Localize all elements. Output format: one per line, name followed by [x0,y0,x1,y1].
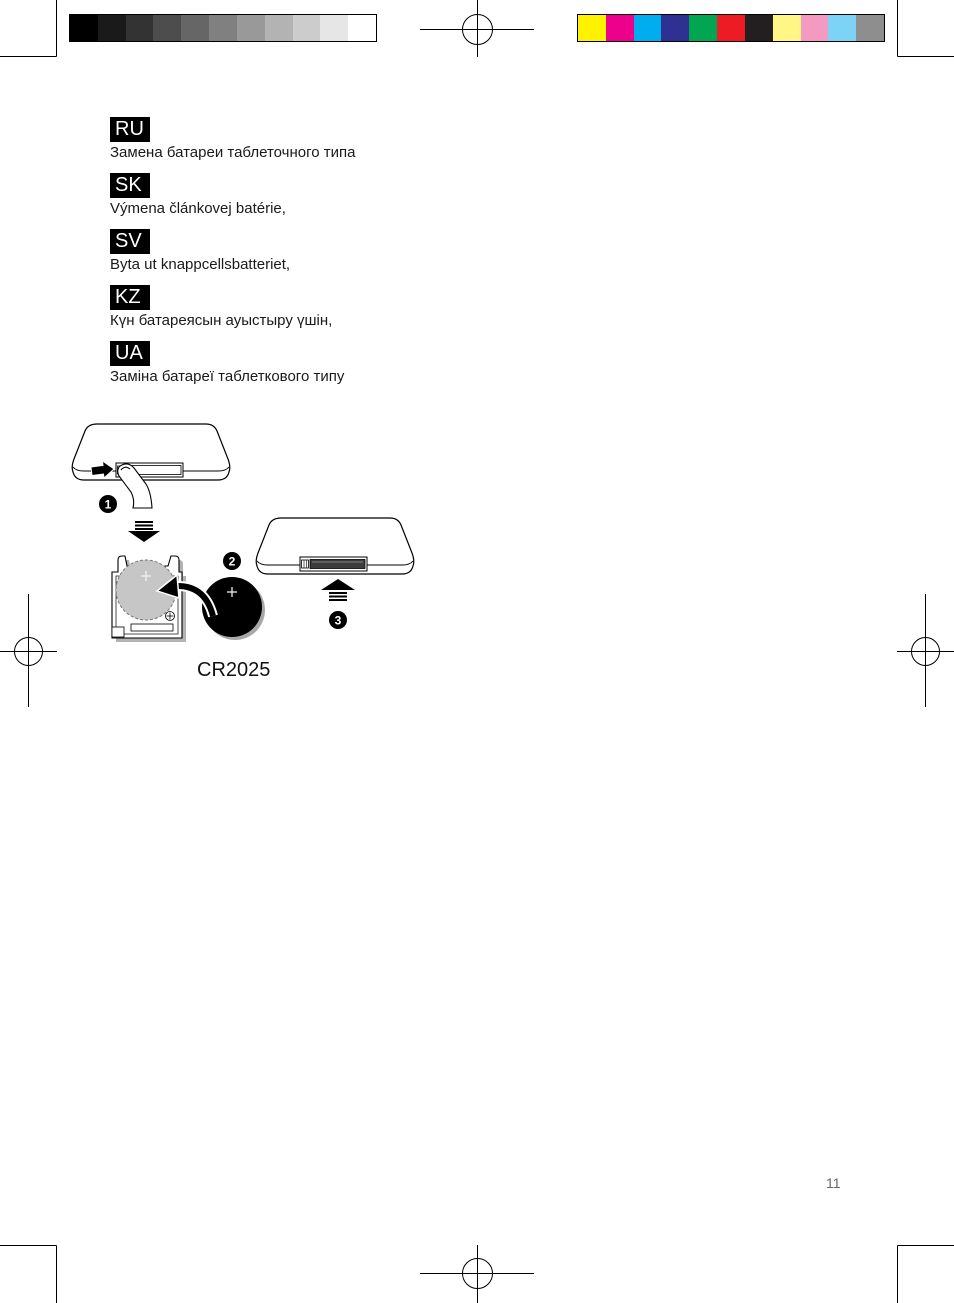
process-color-patch [578,15,606,41]
arrow-stripe [135,528,153,530]
grayscale-color-patch [98,15,126,41]
remote-control-open [72,424,230,513]
battery-slot [300,557,367,571]
step-number: 3 [334,613,342,628]
polarity-icon [166,612,175,621]
crop-mark-top-right [898,0,954,57]
crop-mark-bottom-left [0,1246,57,1303]
crop-mark-bottom-right [898,1246,954,1303]
step-number: 2 [228,554,236,569]
process-color-patch [856,15,884,41]
grayscale-color-patch [181,15,209,41]
process-color-patch [773,15,801,41]
grayscale-color-patch [320,15,348,41]
arrow-stripe [135,525,153,527]
grayscale-color-patch [153,15,181,41]
language-code-badge: RU [110,117,150,142]
slot-tab [302,560,309,568]
language-list [110,117,355,397]
process-color-patch [689,15,717,41]
crop-mark-top-left [0,0,57,57]
battery-holder [112,556,186,642]
arrow-stripe [329,596,347,598]
process-color-patch [717,15,745,41]
holder-label-plate [131,624,173,631]
language-instruction: Замена батареи таблеточного типа [110,144,356,161]
arrow-stripe [329,599,347,601]
grayscale-color-patch [348,15,376,41]
up-arrow-icon [321,579,355,601]
language-entry-ru [110,117,355,173]
registration-mark-left [0,594,57,707]
down-arrow-icon [128,521,160,542]
step-2-marker [223,552,241,570]
step-1-marker [99,495,117,513]
grayscale-color-patch [126,15,154,41]
holder-tab [112,627,124,637]
step-number: 1 [104,497,112,512]
grayscale-color-patch [209,15,237,41]
arrow-head [321,579,355,590]
process-color-patch [634,15,662,41]
language-instruction: Заміна батареї таблеткового типу [110,368,345,385]
registration-mark-bottom [420,1245,534,1303]
language-code-badge: KZ [110,285,150,310]
language-code-badge: SV [110,229,150,254]
grayscale-color-patch [70,15,98,41]
registration-mark-right [897,594,954,707]
battery-replacement-figure [60,410,430,700]
grayscale-color-bar [69,14,377,42]
registration-mark-top [420,0,534,57]
language-entry-sk [110,173,355,229]
remote-control-closed [256,518,414,574]
battery-type-label: CR2025 [197,659,271,681]
arrow-stripe [329,592,347,594]
language-entry-sv [110,229,355,285]
language-code-badge: UA [110,341,150,366]
process-color-patch [661,15,689,41]
page-number: 11 [826,1175,841,1191]
grayscale-color-patch [237,15,265,41]
grayscale-color-patch [265,15,293,41]
language-instruction: Byta ut knappcellsbatteriet, [110,256,291,273]
step-3-marker [329,611,347,629]
language-entry-ua [110,341,355,397]
process-color-patch [801,15,829,41]
language-instruction: Výmena článkovej batérie, [110,200,286,217]
language-instruction: Күн батареясын ауыстыру үшін, [110,312,333,329]
language-entry-kz [110,285,355,341]
process-color-patch [745,15,773,41]
process-color-bar [577,14,885,42]
process-color-patch [606,15,634,41]
arrow-stripe [135,521,153,523]
slot-tray [310,560,365,569]
process-color-patch [828,15,856,41]
grayscale-color-patch [293,15,321,41]
language-code-badge: SK [110,173,150,198]
arrow-head [128,531,160,542]
